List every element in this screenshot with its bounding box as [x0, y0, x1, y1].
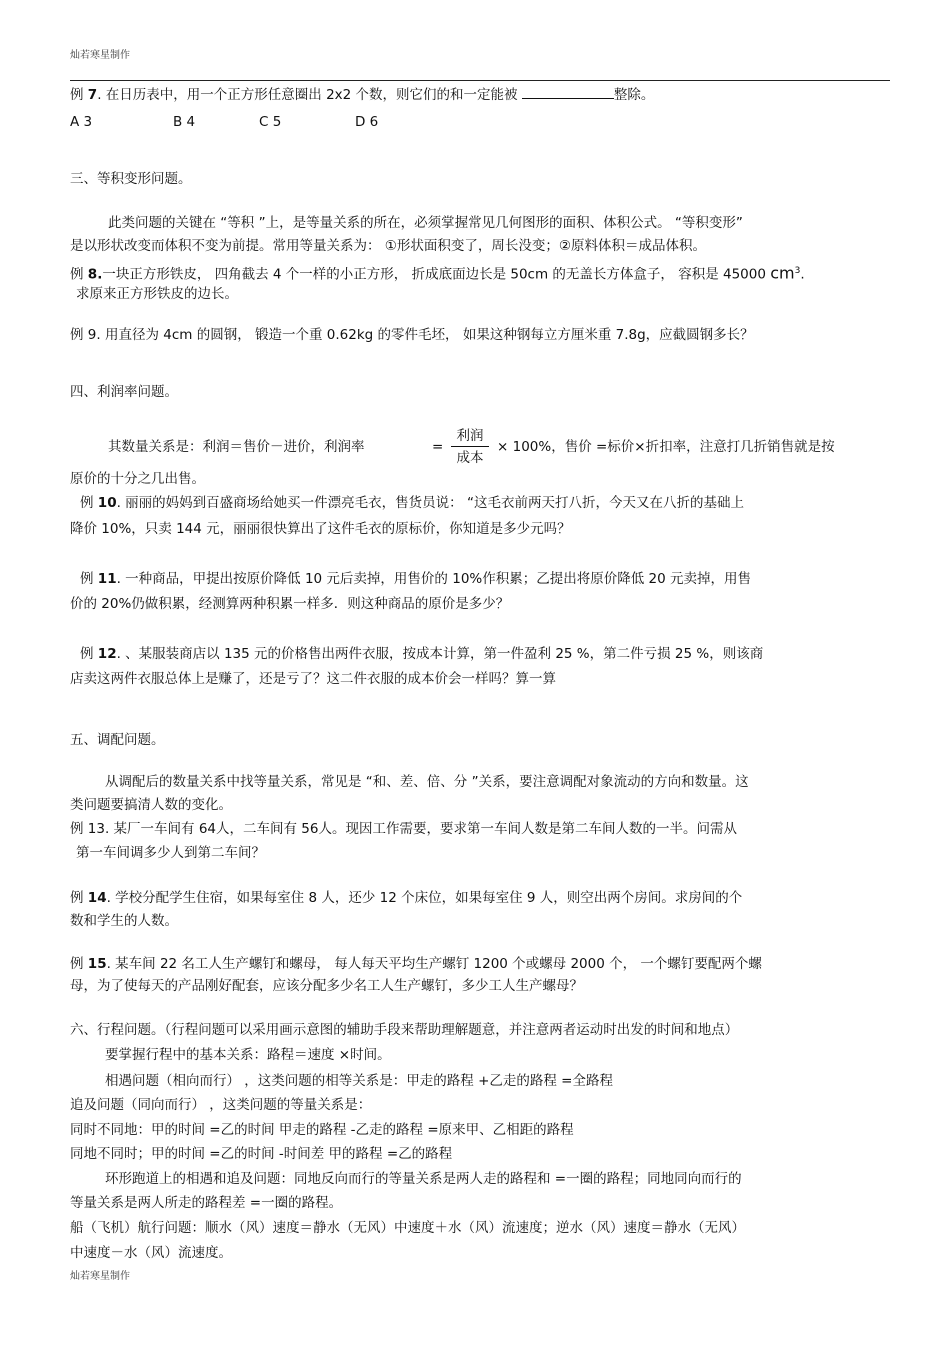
fraction-denominator: 成本	[456, 450, 484, 466]
same-time-different-place: 同时不同地：甲的时间 =乙的时间 甲走的路程 -乙走的路程 =原来甲、乙相距的路程	[70, 1122, 574, 1138]
circular-track-line1: 环形跑道上的相遇和追及问题：同地反向而行的等量关系是两人走的路程和 =一圈的路程；同地同向而行的	[105, 1171, 742, 1187]
fraction-numerator: 利润	[456, 428, 484, 444]
example-14-line1: 例 14. 学校分配学生住宿，如果每室住 8 人，还少 12 个床位，如果每室住 9 人，则空出两个房间。求房间的个	[70, 890, 743, 906]
travel-basic-relation: 要掌握行程中的基本关系：路程＝速度 ×时间。	[105, 1047, 391, 1063]
example-8-line1: 例 8.一块正方形铁皮， 四角截去 4 个一样的小正方形， 折成底面边长是 50cm 的无盖长方体盒子， 容积是 45000 $cm^3$.	[70, 263, 805, 283]
section-3-para-line2: 是以形状改变而体积不变为前提。常用等量关系为： ①形状面积变了，周长没变；②原料体积＝成品体积。	[70, 238, 706, 254]
profit-formula-right: × 100%，售价 =标价×折扣率，注意打几折销售就是按	[497, 439, 835, 455]
page-header: 灿若寒星制作	[70, 50, 130, 61]
example-10-line2: 降价 10%，只卖 144 元，丽丽很快算出了这件毛衣的原标价，你知道是多少元吗？	[70, 521, 571, 537]
example-8-line2: 求原来正方形铁皮的边长。	[76, 286, 238, 302]
section-6-title: 六、行程问题。（行程问题可以采用画示意图的辅助手段来帮助理解题意，并注意两者运动时出发的时间和地点）	[70, 1022, 739, 1038]
section-3-para-line1: 此类问题的关键在 “等积 ”上，是等量关系的所在，必须掌握常见几何图形的面积、体积公式。 “等积变形”	[108, 215, 743, 231]
circular-track-line2: 等量关系是两人所走的路程差 =一圈的路程。	[70, 1195, 343, 1211]
example-13-line1: 例 13. 某厂一车间有 64人，二车间有 56人。现因工作需要，要求第一车间人数是第二车间人数的一半。问需从	[70, 821, 737, 837]
meeting-problem: 相遇问题（相向而行） ，这类问题的相等关系是：甲走的路程 +乙走的路程 =全路程	[105, 1073, 613, 1089]
example-12-line1: 例 12. 、某服装商店以 135 元的价格售出两件衣服，按成本计算，第一件盈利 25 %，第二件亏损 25 %，则该商	[80, 646, 764, 662]
answer-blank	[522, 86, 614, 99]
boat-problem-line2: 中速度－水（风）流速度。	[70, 1245, 232, 1261]
section-5-para-line2: 类问题要搞清人数的变化。	[70, 797, 232, 813]
example-12-line2: 店卖这两件衣服总体上是赚了，还是亏了？这二件衣服的成本价会一样吗？算一算	[70, 671, 556, 687]
same-place-different-time: 同地不同时；甲的时间 =乙的时间 -时间差 甲的路程 =乙的路程	[70, 1146, 453, 1162]
option-b: B 4	[173, 114, 196, 130]
example-15-line1: 例 15. 某车间 22 名工人生产螺钉和螺母， 每人每天平均生产螺钉 1200 个或螺母 2000 个， 一个螺钉要配两个螺	[70, 956, 762, 972]
chase-problem: 追及问题（同向而行） ，这类问题的等量关系是：	[70, 1097, 372, 1113]
section-5-title: 五、调配问题。	[70, 732, 165, 748]
example-13-line2: 第一车间调多少人到第二车间？	[76, 845, 265, 861]
option-d: D 6	[355, 114, 379, 130]
unit-cm: cm	[770, 263, 795, 283]
option-a: A 3	[70, 114, 93, 130]
profit-formula-line2: 原价的十分之几出售。	[70, 471, 205, 487]
boat-problem-line1: 船（飞机）航行问题：顺水（风）速度＝静水（无风）中速度＋水（风）流速度；逆水（风）速度＝静水（无风）	[70, 1220, 745, 1236]
example-11-line2: 价的 20%仍做积累，经测算两种积累一样多．则这种商品的原价是多少？	[70, 596, 510, 612]
section-3-title: 三、等积变形问题。	[70, 171, 192, 187]
example-10-line1: 例 10. 丽丽的妈妈到百盛商场给她买一件漂亮毛衣，售货员说： “这毛衣前两天打八折，今天又在八折的基础上	[80, 495, 744, 511]
section-5-para-line1: 从调配后的数量关系中找等量关系，常见是 “和、差、倍、分 ”关系，要注意调配对象流动的方向和数量。这	[105, 774, 749, 790]
example-15-line2: 母，为了使每天的产品刚好配套，应该分配多少名工人生产螺钉，多少工人生产螺母？	[70, 978, 583, 994]
profit-formula-left: 其数量关系是：利润＝售价－进价，利润率	[108, 439, 365, 455]
header-rule	[70, 80, 890, 81]
example-9: 例 9. 用直径为 4cm 的圆钢， 锻造一个重 0.62kg 的零件毛坯， 如果这种钢每立方厘米重 7.8g，应截圆钢多长？	[70, 327, 754, 343]
formula-equals: =	[432, 439, 444, 455]
example-14-line2: 数和学生的人数。	[70, 913, 178, 929]
example-7: 例 7. 在日历表中，用一个正方形任意圈出 2x2 个数，则它们的和一定能被 整除。	[70, 87, 655, 103]
exponent: 3	[794, 266, 801, 276]
example-11-line1: 例 11. 一种商品，甲提出按原价降低 10 元后卖掉，用售价的 10%作积累；乙提出将原价降低 20 元卖掉，用售	[80, 571, 751, 587]
fraction-bar	[451, 446, 489, 447]
section-4-title: 四、利润率问题。	[70, 384, 178, 400]
page-footer: 灿若寒星制作	[70, 1271, 130, 1282]
option-c: C 5	[259, 114, 282, 130]
